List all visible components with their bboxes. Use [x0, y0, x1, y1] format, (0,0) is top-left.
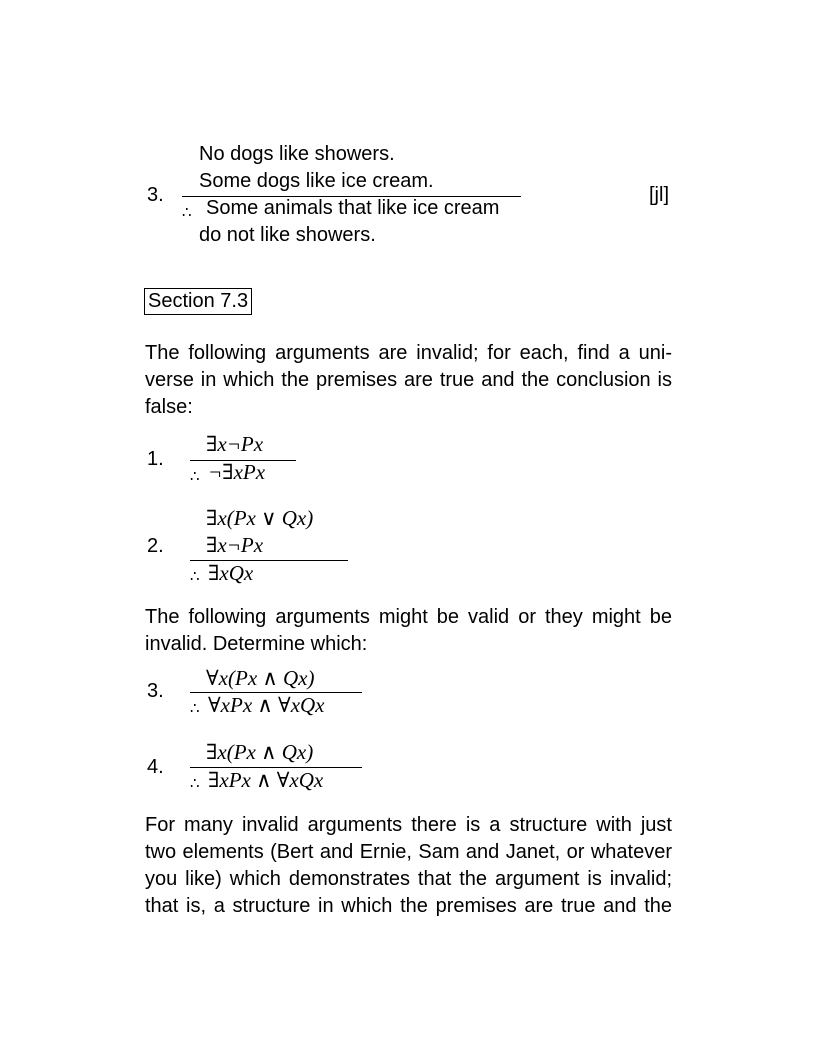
premise-formula: ∃x¬Px: [206, 432, 264, 456]
paragraph-line: The following arguments are invalid; for each, find a uni-: [145, 342, 672, 364]
exercise-number: 1.: [147, 448, 164, 470]
conclusion: do not like showers.: [199, 224, 376, 246]
paragraph-line: you like) which demonstrates that the argument is invalid;: [145, 868, 672, 890]
paragraph-line: The following arguments might be valid or they might be: [145, 606, 672, 628]
therefore-symbol: ∴: [190, 775, 201, 792]
premise-formula: ∀x(Px ∧ Qx): [206, 666, 315, 690]
exercise-number: 4.: [147, 756, 164, 778]
attribution-tag: [jl]: [649, 184, 669, 206]
paragraph-line: verse in which the premises are true and the conclusion is: [145, 369, 672, 391]
premise-formula: ∃x¬Px: [206, 533, 264, 557]
premise-formula: ∃x(Px ∧ Qx): [206, 740, 314, 764]
paragraph-line: For many invalid arguments there is a structure with just: [145, 814, 672, 836]
paragraph-line: that is, a structure in which the premises are true and the: [145, 895, 672, 917]
paragraph-line: invalid. Determine which:: [145, 633, 368, 655]
premise: No dogs like showers.: [199, 143, 395, 165]
therefore-symbol: ∴: [182, 204, 193, 221]
section-heading: Section 7.3: [144, 288, 252, 315]
exercise-number: 3.: [147, 184, 164, 206]
conclusion-formula: ∃xQx: [208, 561, 254, 585]
premise: Some dogs like ice cream.: [199, 170, 434, 192]
conclusion: Some animals that like ice cream: [206, 197, 500, 219]
paragraph-line: false:: [145, 396, 193, 418]
exercise-number: 2.: [147, 535, 164, 557]
therefore-symbol: ∴: [190, 700, 201, 717]
conclusion-formula: ∀xPx ∧ ∀xQx: [208, 693, 325, 717]
paragraph-line: two elements (Bert and Ernie, Sam and Janet, or whatever: [145, 841, 672, 863]
conclusion-formula: ∃xPx ∧ ∀xQx: [208, 768, 324, 792]
premise-formula: ∃x(Px ∨ Qx): [206, 506, 314, 530]
conclusion-formula: ¬∃xPx: [208, 460, 266, 484]
exercise-number: 3.: [147, 680, 164, 702]
therefore-symbol: ∴: [190, 468, 201, 485]
therefore-symbol: ∴: [190, 568, 201, 585]
